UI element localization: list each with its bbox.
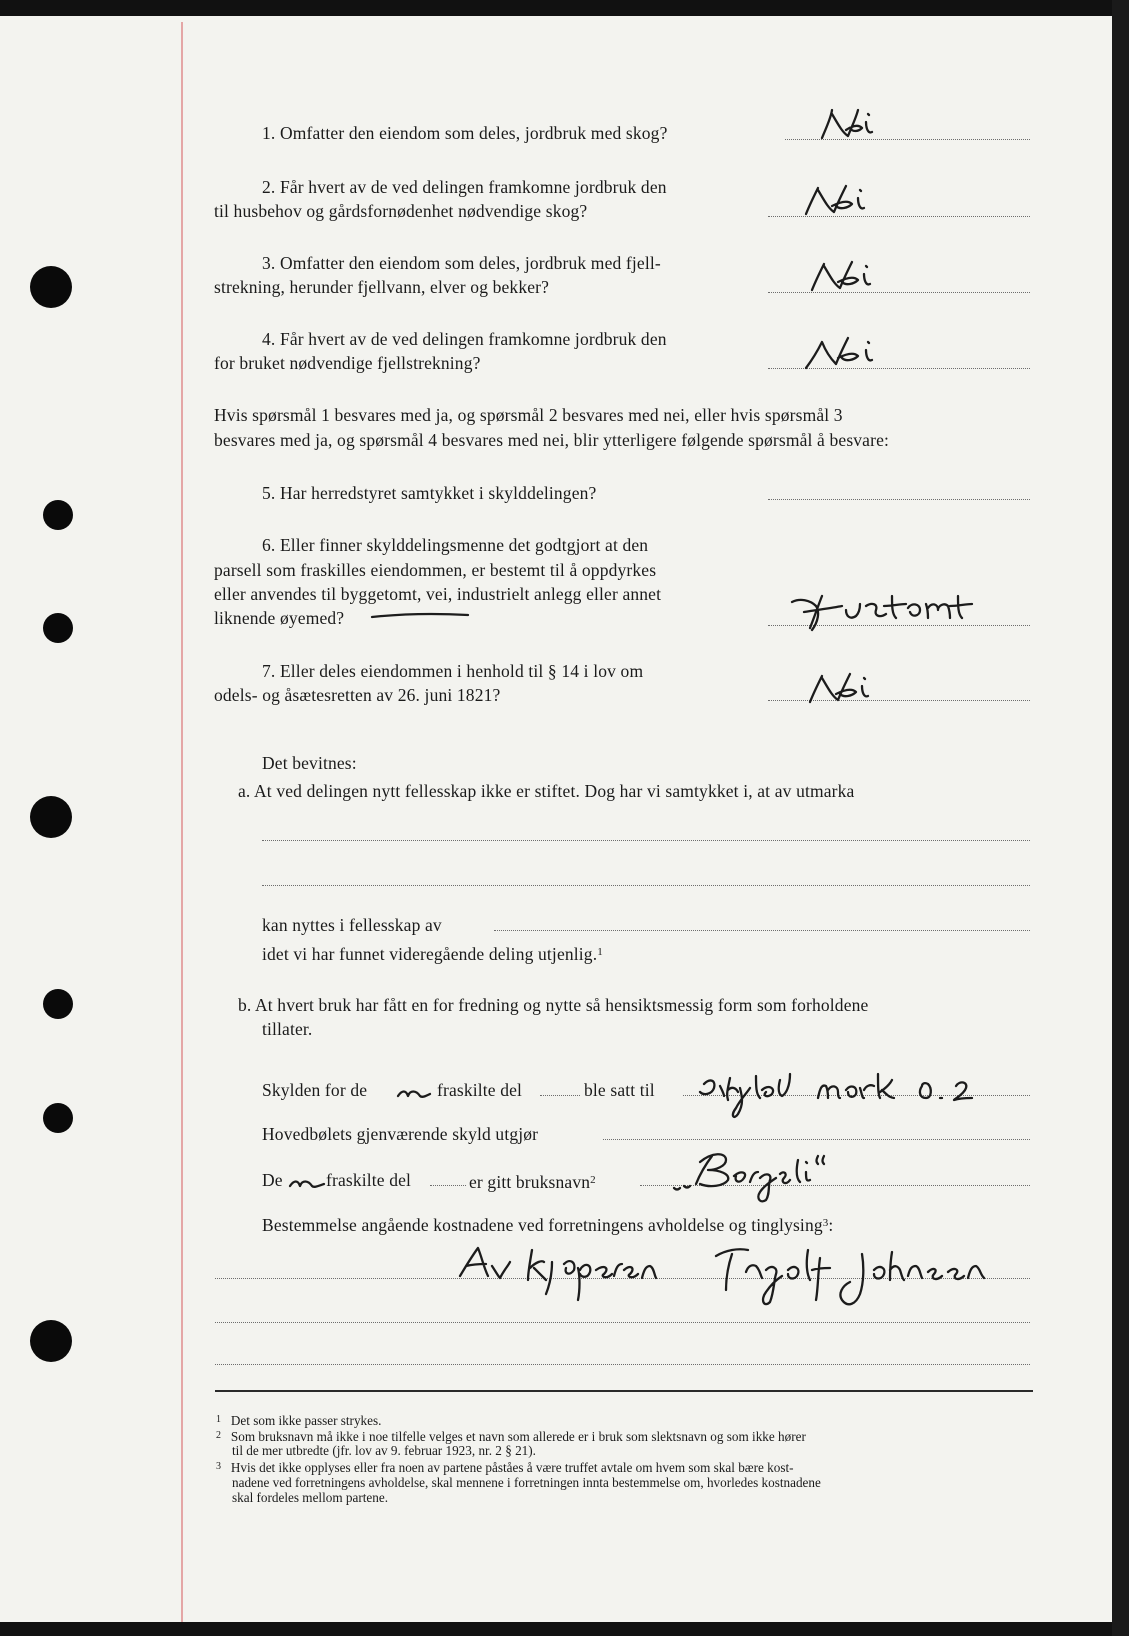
question-5: 5. Har herredstyret samtykket i skylddelingen? — [262, 483, 597, 503]
answer-line — [785, 139, 1030, 140]
fill-line — [683, 1095, 1030, 1096]
answer-line — [768, 625, 1030, 626]
handwritten-ending-n — [398, 1092, 430, 1097]
scan-border-bottom — [0, 1622, 1129, 1636]
punch-hole — [43, 1103, 73, 1133]
condition-line-2: besvares med ja, og spørsmål 4 besvares med nei, blir ytterligere følgende spørsmål å besvare: — [214, 430, 889, 450]
scan-border-top — [0, 0, 1129, 16]
footnote-3-line-3: skal fordeles mellom partene. — [232, 1490, 388, 1505]
fill-line — [215, 1322, 1030, 1323]
bruksnavn-part-1: De — [262, 1170, 283, 1190]
fill-line — [540, 1095, 580, 1096]
skyld-part-3: ble satt til — [584, 1080, 655, 1100]
punch-hole — [43, 613, 73, 643]
margin-line — [181, 22, 183, 1622]
skyld-part-2: fraskilte del — [437, 1080, 523, 1100]
attest-a-use: kan nyttes i fellesskap av — [262, 915, 442, 935]
footnote-3-line-2: nadene ved forretningens avholdelse, skal mennene i forretningen inntа bestemmelse om, hvorledes kostnadene — [232, 1475, 821, 1490]
question-6-line-1: 6. Eller finner skylddelingsmenne det godtgjort at den — [262, 535, 649, 555]
handwritten-answer-costs — [460, 1248, 984, 1304]
fill-line — [603, 1139, 1030, 1140]
punch-hole — [43, 500, 73, 530]
question-4-line-2: for bruket nødvendige fjellstrekning? — [214, 353, 481, 373]
question-3-line-2: strekning, herunder fjellvann, elver og bekker? — [214, 277, 550, 297]
question-2-line-1: 2. Får hvert av de ved delingen framkomne jordbruk den — [262, 177, 667, 197]
question-4-line-1: 4. Får hvert av de ved delingen framkomne jordbruk den — [262, 329, 667, 349]
question-2-line-2: til husbehov og gårdsfornødenhet nødvendige skog? — [214, 201, 588, 221]
question-1: 1. Omfatter den eiendom som deles, jordbruk med skog? — [262, 123, 668, 143]
punch-hole — [30, 796, 72, 838]
handwritten-answer-bruksnavn — [674, 1154, 824, 1201]
fill-line — [430, 1185, 466, 1186]
punch-hole — [30, 266, 72, 308]
question-6-line-4: liknende øyemed? — [214, 608, 345, 628]
fill-line — [215, 1364, 1030, 1365]
fill-line — [215, 1278, 1030, 1279]
attest-b-line-1: b. At hvert bruk har fått en for fredning og nytte så hensiktsmessig form som forholdene — [238, 995, 869, 1015]
answer-line — [768, 700, 1030, 701]
question-6-line-2: parsell som fraskilles eiendommen, er bestemt til å oppdyrkes — [214, 560, 657, 580]
handwritten-ending-n — [290, 1182, 324, 1187]
handwritten-answer-q1 — [822, 110, 872, 138]
costs-label: Bestemmelse angående kostnadene ved forretningens avholdelse og tinglysing$^3$: — [262, 1215, 834, 1235]
fill-line — [494, 930, 1030, 931]
bruksnavn-part-2: fraskilte del — [326, 1170, 412, 1190]
punch-hole — [43, 989, 73, 1019]
scan-border-right — [1112, 0, 1129, 1636]
punch-hole — [30, 1320, 72, 1362]
footnote-2-line-1: $^2$ Som bruksnavn må ikke i noe tilfelle velges et navn som allerede er i bruk som slektsnavn og som ikke hører — [216, 1429, 806, 1444]
handwritten-answer-q4 — [806, 338, 872, 368]
attest-a: a. At ved delingen nytt fellesskap ikke er stiftet. Dog har vi samtykket i, at av utmarka — [238, 781, 855, 801]
attest-heading: Det bevitnes: — [262, 753, 357, 773]
footnote-3-line-1: $^3$ Hvis det ikke opplyses eller fra noen av partene påståes å være truffet avtale om hvem som skal bære kost- — [216, 1460, 794, 1475]
answer-line — [768, 368, 1030, 369]
bruksnavn-part-3: er gitt bruksnavn$^2$ — [469, 1172, 596, 1192]
answer-line — [768, 216, 1030, 217]
fill-line — [262, 840, 1030, 841]
attest-b-line-2: tillater. — [262, 1019, 313, 1039]
footnote-1: $^1$ Det som ikke passer strykes. — [216, 1413, 382, 1428]
handwritten-answer-q7 — [810, 674, 868, 702]
attest-a-reason: idet vi har funnet videregående deling utjenlig.$^1$ — [262, 944, 603, 964]
handwritten-answer-q3 — [812, 262, 870, 290]
hovedbol-label: Hovedbølets gjenværende skyld utgjør — [262, 1124, 539, 1144]
question-7-line-1: 7. Eller deles eiendommen i henhold til § 14 i lov om — [262, 661, 644, 681]
answer-line — [768, 499, 1030, 500]
question-3-line-1: 3. Omfatter den eiendom som deles, jordbruk med fjell- — [262, 253, 661, 273]
footnote-rule — [215, 1390, 1033, 1392]
handwritten-answer-q2 — [806, 186, 864, 214]
question-6-line-3: eller anvendes til byggetomt, vei, industrielt anlegg eller annet — [214, 584, 662, 604]
fill-line — [262, 885, 1030, 886]
answer-line — [768, 292, 1030, 293]
footnote-2-line-2: til de mer utbredte (jfr. lov av 9. februar 1923, nr. 2 § 21). — [232, 1443, 536, 1458]
condition-line-1: Hvis spørsmål 1 besvares med ja, og spørsmål 2 besvares med nei, eller hvis spørsmål 3 — [214, 405, 843, 425]
question-7-line-2: odels- og åsætesretten av 26. juni 1821? — [214, 685, 501, 705]
fill-line — [640, 1185, 1030, 1186]
skyld-part-1: Skylden for de — [262, 1080, 368, 1100]
